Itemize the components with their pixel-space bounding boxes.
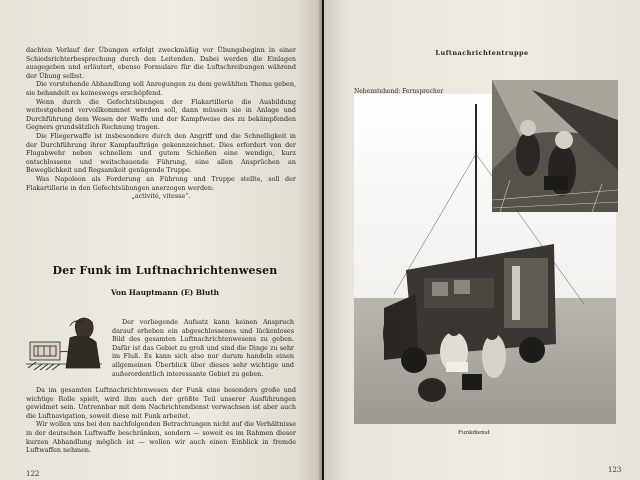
body-text-wrapped	[112, 318, 294, 378]
intro-text-block	[26, 46, 296, 201]
article-title: Der Funk im Luftnachrichtenwesen	[52, 264, 278, 277]
intro-paragraph: Was Napoleon als Forderung an Führung und Truppe stellte, soll der Flakartillerie in den Gefechtsübungen anerzogen werden:	[26, 174, 296, 192]
article-author: Von Hauptmann (E) Bluth	[110, 288, 219, 297]
body-text-block	[26, 386, 296, 455]
radio-operator-illustration	[24, 308, 104, 374]
page-number-left: 122	[26, 470, 40, 478]
body-paragraph: Da im gesamten Luftnachrichtenwesen der Funk eine besonders große und wichtige Rolle spielt, wird ihm auch der größte Teil unserer Ausführungen gewidmet sein. Untrennbar mit dem Nachrichtendienst verwachsen ist aber auch die Luftnavigation, soweit diese mit Funk arbeitet.	[26, 386, 296, 420]
telephone-soldiers-photo	[492, 80, 618, 212]
main-photo-caption: Funkdienst	[458, 430, 490, 436]
right-page	[324, 0, 640, 480]
body-paragraph: Wir wollen uns bei den nachfolgenden Betrachtungen nicht auf die Verhältnisse in der deutschen Luftwaffe beschränken, sondern — soweit es im Rahmen dieser kurzen Abhandlung möglich ist — wollen wir auch einen Einblick in fremde Luftwaffen nehmen.	[26, 420, 296, 455]
intro-paragraph: Wenn durch die Gefechtsübungen der Flakartillerie die Ausbildung weitestgehend vervollkommnet werden soll, dann müssen sie in Anlage und Durchführung dem Wesen der Waffe und der Kampfweise des zu bekämpfenden Gegners grundsätzlich Rechnung tragen.	[26, 97, 296, 132]
intro-paragraph: dachten Verlauf der Übungen erfolgt zweckmäßig vor Übungsbeginn in einer Schiedsrichterbesprechung durch den Leitenden. Dabei werden die Einlagen ausgegeben und erläutert, ebenso Formulare für die Luftschreibungen während der Übung selbst.	[26, 46, 296, 80]
body-paragraph: Der vorliegende Aufsatz kann keinen Anspruch darauf erheben ein abgeschlossenes und lückenloses Bild des gesamten Luftnachrichtenwesens zu geben. Dafür ist das Gebiet zu groß und sind die Dinge zu sehr im Fluß. Es kann sich also nur darum handeln einen allgemeinen Überblick über dieses sehr wichtige und außerordentlich interessante Gebiet zu geben.	[112, 318, 294, 378]
intro-paragraph: Die Fliegerwaffe ist insbesondere durch den Angriff und die Schnelligkeit in der Durchführung ihrer Kampfaufträge gekennzeichnet. Dies erfordert von der Flugabwehr neben schnellem und gutem Schießen eine wendige, kurz entschlossene und weitschauende Führung, eine allen Ansprüchen an Beweglichkeit und Regsamkeit genügende Truppe.	[26, 131, 296, 175]
page-number-right: 123	[608, 466, 622, 474]
napoleon-quote: „activité, vitesse“.	[131, 192, 191, 201]
section-title: Luftnachrichtentruppe	[435, 49, 529, 57]
side-photo-caption: Nebenstehend: Fernsprecher	[354, 88, 444, 95]
intro-paragraph: Die vorstehende Abhandlung soll Anregungen zu dem gewählten Thema geben, sie behandelt es keineswegs erschöpfend.	[26, 80, 296, 97]
